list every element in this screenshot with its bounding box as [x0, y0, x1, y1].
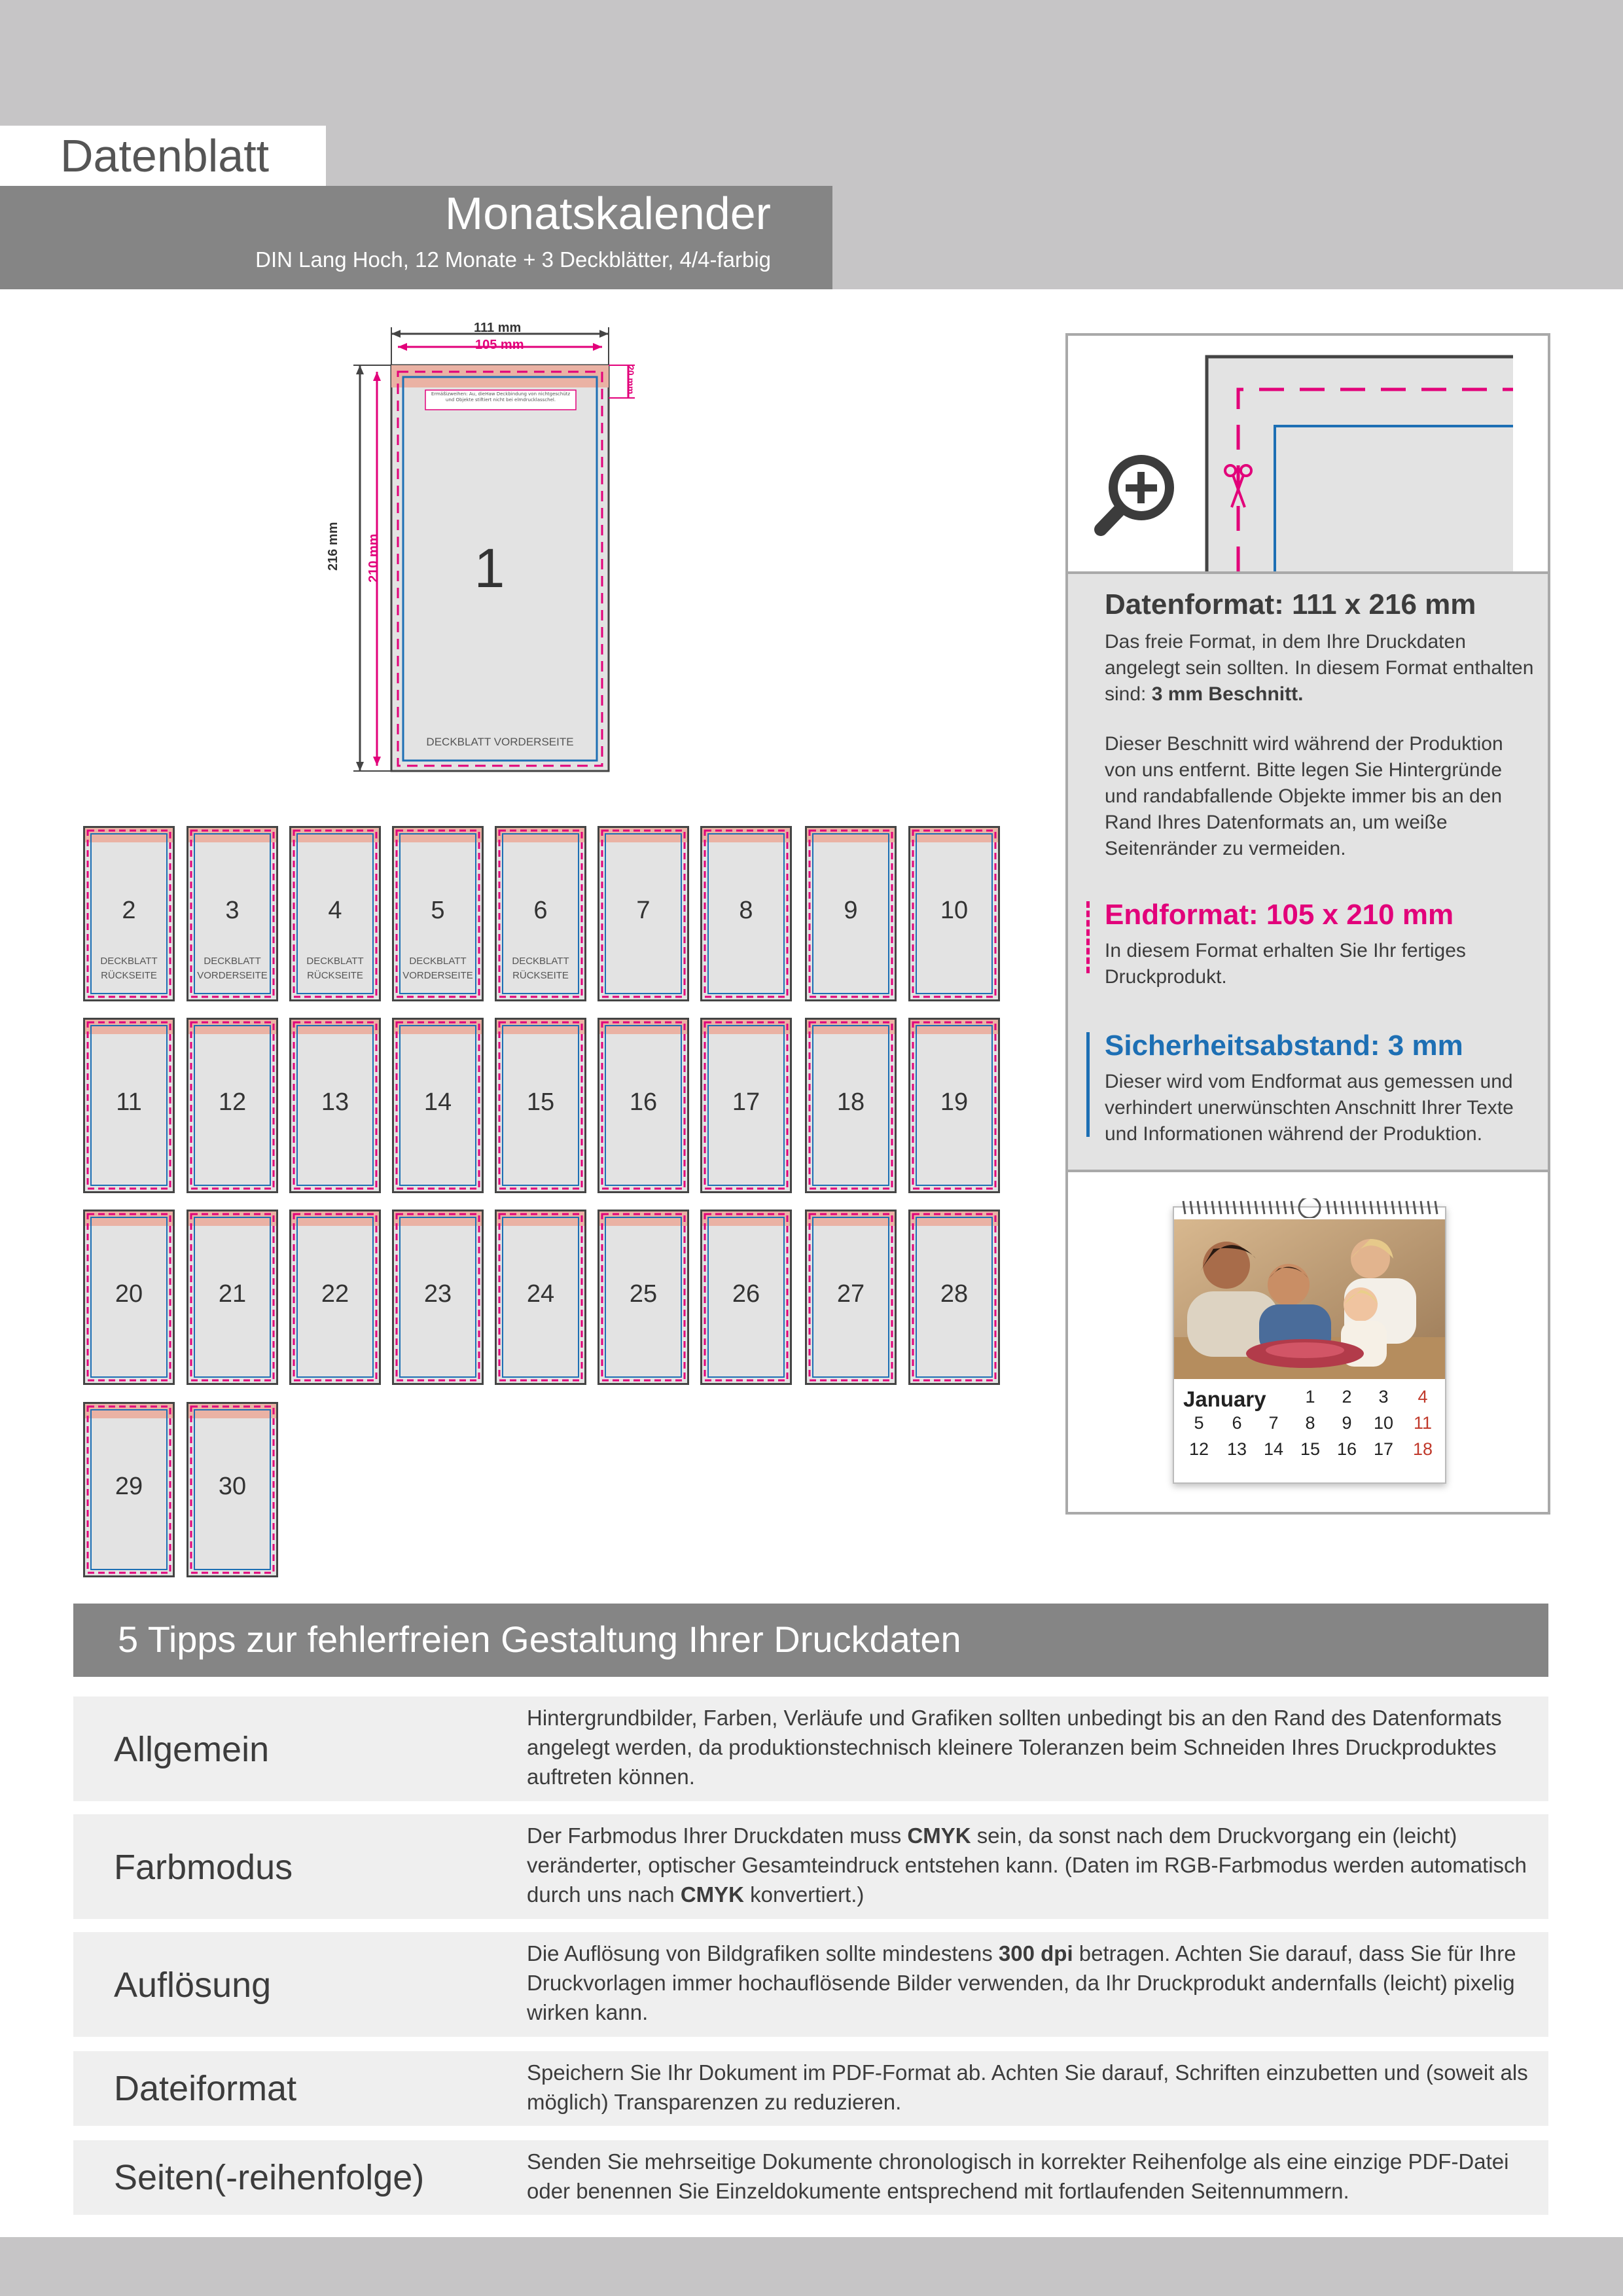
page-thumbnail: [495, 1018, 586, 1193]
datenformat-text-2: Dieser Beschnitt wird während der Produktion von uns entfernt. Bitte legen Sie Hintergründe und randabfallende Objekte immer bis an den Rand Ihres Datenformats an, um weiße Seitenränder zu vermeiden.: [1105, 733, 1503, 859]
page-number: 16: [629, 1088, 658, 1116]
calendar-day: 7: [1268, 1413, 1279, 1433]
page-number: 25: [629, 1280, 658, 1308]
datenformat-title: Datenformat: 111 x 216 mm: [1105, 588, 1476, 620]
page-thumbnail: [495, 1210, 586, 1385]
tip-text: [527, 1821, 1535, 1909]
calendar-day: 2: [1342, 1387, 1352, 1407]
document-label: Datenblatt: [60, 130, 270, 181]
tip-row-dateiformat: [73, 2051, 1548, 2126]
page-thumbnail: [187, 1018, 278, 1193]
tip-text: Hintergrundbilder, Farben, Verläufe und Grafiken sollten unbedingt bis an den Rand des Datenformats angelegt werden, da produktionstechnisch kleinere Toleranzen beim Schneiden Ihres Druckproduktes auftreten können.: [527, 1706, 1502, 1789]
tip-label: Seiten(-reihenfolge): [114, 2158, 425, 2197]
endformat-text: In diesem Format erhalten Sie Ihr fertiges Druckprodukt.: [1105, 940, 1466, 988]
tip-row-farbmodus: [73, 1814, 1548, 1919]
page-number: 26: [732, 1280, 760, 1308]
page-number: 29: [115, 1473, 143, 1500]
calendar-day: 16: [1336, 1439, 1357, 1459]
calendar-day: 12: [1188, 1439, 1209, 1459]
page-thumbnail: [700, 1210, 792, 1385]
page-thumbnail: [83, 1402, 175, 1577]
calendar-day: 4: [1418, 1387, 1428, 1407]
page-number: 15: [526, 1088, 555, 1116]
format-info: [1068, 571, 1548, 1172]
page-thumbnail: [700, 826, 792, 1001]
tip-text-part: betragen. Achten Sie darauf, dass Sie für Ihre Druckvorlagen immer hochauflösende Bilder verwenden, da Ihr Druckprodukt andernfalls (leicht) pixelig wirken kann.: [527, 1941, 1516, 2024]
zoom-area: [1068, 336, 1548, 571]
page-thumbnail: [392, 1018, 484, 1193]
page-caption: DECKBLATT RÜCKSEITE: [100, 956, 158, 981]
dim-height-outer: 216 mm: [326, 522, 340, 571]
page-thumbnail: [805, 826, 897, 1001]
tip-text-part: konvertiert.): [744, 1882, 865, 1907]
calendar-day: 5: [1194, 1413, 1204, 1433]
bottom-band: [0, 2237, 1623, 2296]
tip-label: Auflösung: [114, 1965, 272, 2005]
tip-text-bold: CMYK: [907, 1823, 971, 1848]
page-number: 7: [636, 897, 651, 924]
page-thumbnail: [392, 1210, 484, 1385]
calendar-day: 15: [1300, 1439, 1321, 1459]
datenformat-text-bold: 3 mm Beschnitt.: [1151, 683, 1304, 705]
hanger-hook: [1299, 1198, 1320, 1218]
endformat-title: Endformat: 105 x 210 mm: [1105, 899, 1454, 931]
tip-row-seitenreihenfolge: [73, 2140, 1548, 2215]
page-thumbnail: [597, 826, 689, 1001]
tip-text-bold: 300 dpi: [998, 1941, 1073, 1965]
page-caption: DECKBLATT VORDERSEITE: [197, 956, 268, 981]
tips-title: 5 Tipps zur fehlerfreien Gestaltung Ihrer Druckdaten: [118, 1619, 961, 1660]
page-number: 24: [526, 1280, 555, 1308]
bleed-detail-illustration: [1068, 336, 1548, 571]
family-photo-image: [1174, 1219, 1445, 1379]
page-number: 18: [836, 1088, 865, 1116]
calendar-day: 6: [1232, 1413, 1242, 1433]
page-thumbnail: [83, 1018, 175, 1193]
page-thumbnail: [187, 826, 278, 1001]
calendar-month: January: [1183, 1387, 1266, 1411]
note-text: Ermäßizweihen: Au, dieHaw Deckbindung von nichtgeschütz und Objekte stiftiert nicht bei elmdrucklasschel.: [431, 391, 571, 403]
calendar-day: 9: [1342, 1413, 1352, 1433]
page-caption: DECKBLATT VORDERSEITE: [402, 956, 473, 981]
page-thumbnail: [289, 1018, 381, 1193]
tip-text-part: Der Farbmodus Ihrer Druckdaten muss: [527, 1823, 908, 1848]
big-page-number: 1: [474, 537, 505, 599]
top-band: [0, 0, 1623, 124]
info-panel: [1065, 333, 1550, 1515]
page-number: 12: [218, 1088, 247, 1116]
page-number: 23: [423, 1280, 452, 1308]
page-number: 13: [321, 1088, 349, 1116]
page-number: 21: [218, 1280, 247, 1308]
spiral-binding: [1174, 1198, 1445, 1218]
calendar-day: 14: [1263, 1439, 1284, 1459]
calendar-mockup: [1173, 1206, 1446, 1484]
tip-text-bold: CMYK: [680, 1882, 744, 1907]
page-title: Monatskalender: [444, 188, 771, 239]
dim-top: 20 mm: [626, 365, 636, 395]
tip-label: Allgemein: [114, 1730, 270, 1769]
sicherheit-text: Dieser wird vom Endformat aus gemessen und verhindert unerwünschten Anschnitt Ihrer Texte und Informationen während der Produktion.: [1105, 1071, 1514, 1145]
page-thumbnail: [83, 1210, 175, 1385]
page-number: 20: [115, 1280, 143, 1308]
dim-width-inner: 105 mm: [475, 338, 524, 352]
page-caption: DECKBLATT RÜCKSEITE: [306, 956, 364, 981]
calendar-day: 17: [1373, 1439, 1394, 1459]
sicherheit-marker: [1086, 1032, 1090, 1137]
page-number: 22: [321, 1280, 349, 1308]
dim-height-inner: 210 mm: [366, 533, 381, 583]
page-thumbnail: [289, 826, 381, 1001]
page-thumbnail: [805, 1210, 897, 1385]
calendar-day: 18: [1412, 1439, 1433, 1459]
page-caption: DECKBLATT RÜCKSEITE: [512, 956, 569, 981]
page-thumbnail: [908, 1018, 1000, 1193]
page-thumbnail: [597, 1018, 689, 1193]
page-number: 5: [431, 897, 445, 924]
page-subtitle: DIN Lang Hoch, 12 Monate + 3 Deckblätter, 4/4-farbig: [255, 247, 771, 272]
datenformat-text: [1105, 629, 1537, 708]
tip-row-aufloesung: [73, 1932, 1548, 2037]
tips-header: [73, 1604, 1548, 1677]
tip-text: [527, 1939, 1535, 2027]
tip-label: Dateiformat: [114, 2069, 297, 2108]
tip-text: Senden Sie mehrseitige Dokumente chronologisch in korrekter Reihenfolge als eine einzige PDF-Datei oder benennen Sie Einzeldokumente entsprechend mit fortlaufenden Seitennummern.: [527, 2149, 1509, 2203]
page-thumbnail: [83, 826, 175, 1001]
page-number: 2: [122, 897, 136, 924]
magnifier-icon: [1101, 455, 1174, 529]
endformat-marker: [1086, 901, 1090, 973]
page-number: 6: [533, 897, 548, 924]
datenformat-text-1: Das freie Format, in dem Ihre Druckdaten angelegt sein sollten. In diesem Format enthalten sind:: [1105, 631, 1534, 705]
page-number: 14: [423, 1088, 452, 1116]
calendar-day: 10: [1373, 1413, 1394, 1433]
calendar-day: 1: [1305, 1387, 1315, 1407]
page-number: 9: [844, 897, 858, 924]
calendar-day: 8: [1305, 1413, 1315, 1433]
page-number: 19: [940, 1088, 969, 1116]
page-thumbnail: [187, 1210, 278, 1385]
dim-width-outer: 111 mm: [474, 321, 522, 335]
page-number: 11: [116, 1088, 142, 1116]
tip-text-part: sein, da sonst nach dem Druckvorgang ein (leicht) veränderter, optischer Gesamteindruck entstehen kann. (Daten im RGB-Farbmodus werden automatisch durch uns nach: [527, 1823, 1527, 1907]
tip-row-allgemein: [73, 1696, 1548, 1801]
sicherheit-title: Sicherheitsabstand: 3 mm: [1105, 1030, 1463, 1062]
page-number: 3: [225, 897, 240, 924]
big-page-footer: DECKBLATT VORDERSEITE: [426, 736, 574, 748]
page-thumbnail: [908, 1210, 1000, 1385]
calendar-day: 3: [1378, 1387, 1389, 1407]
page-number: 17: [732, 1088, 760, 1116]
page-thumbnail: [908, 826, 1000, 1001]
page-number: 28: [940, 1280, 969, 1308]
tip-text-part: Die Auflösung von Bildgrafiken sollte mindestens: [527, 1941, 999, 1965]
tip-text: Speichern Sie Ihr Dokument im PDF-Format ab. Achten Sie darauf, Schriften einzubetten und (soweit als möglich) Transparenzen zu reduzieren.: [527, 2060, 1528, 2114]
page-thumbnail: [597, 1210, 689, 1385]
page-number: 10: [940, 897, 969, 924]
page-thumbnail: [392, 826, 484, 1001]
tip-label: Farbmodus: [114, 1848, 293, 1887]
page-thumbnail: [187, 1402, 278, 1577]
page-number: 27: [836, 1280, 865, 1308]
calendar-day: 13: [1226, 1439, 1247, 1459]
page-thumbnail: [289, 1210, 381, 1385]
page-thumbnail: [495, 826, 586, 1001]
calendar-day: 11: [1413, 1413, 1433, 1433]
page-thumbnail: [700, 1018, 792, 1193]
page-thumbnail: [805, 1018, 897, 1193]
page-number: 4: [328, 897, 342, 924]
page-number: 8: [739, 897, 753, 924]
page-number: 30: [218, 1473, 247, 1500]
